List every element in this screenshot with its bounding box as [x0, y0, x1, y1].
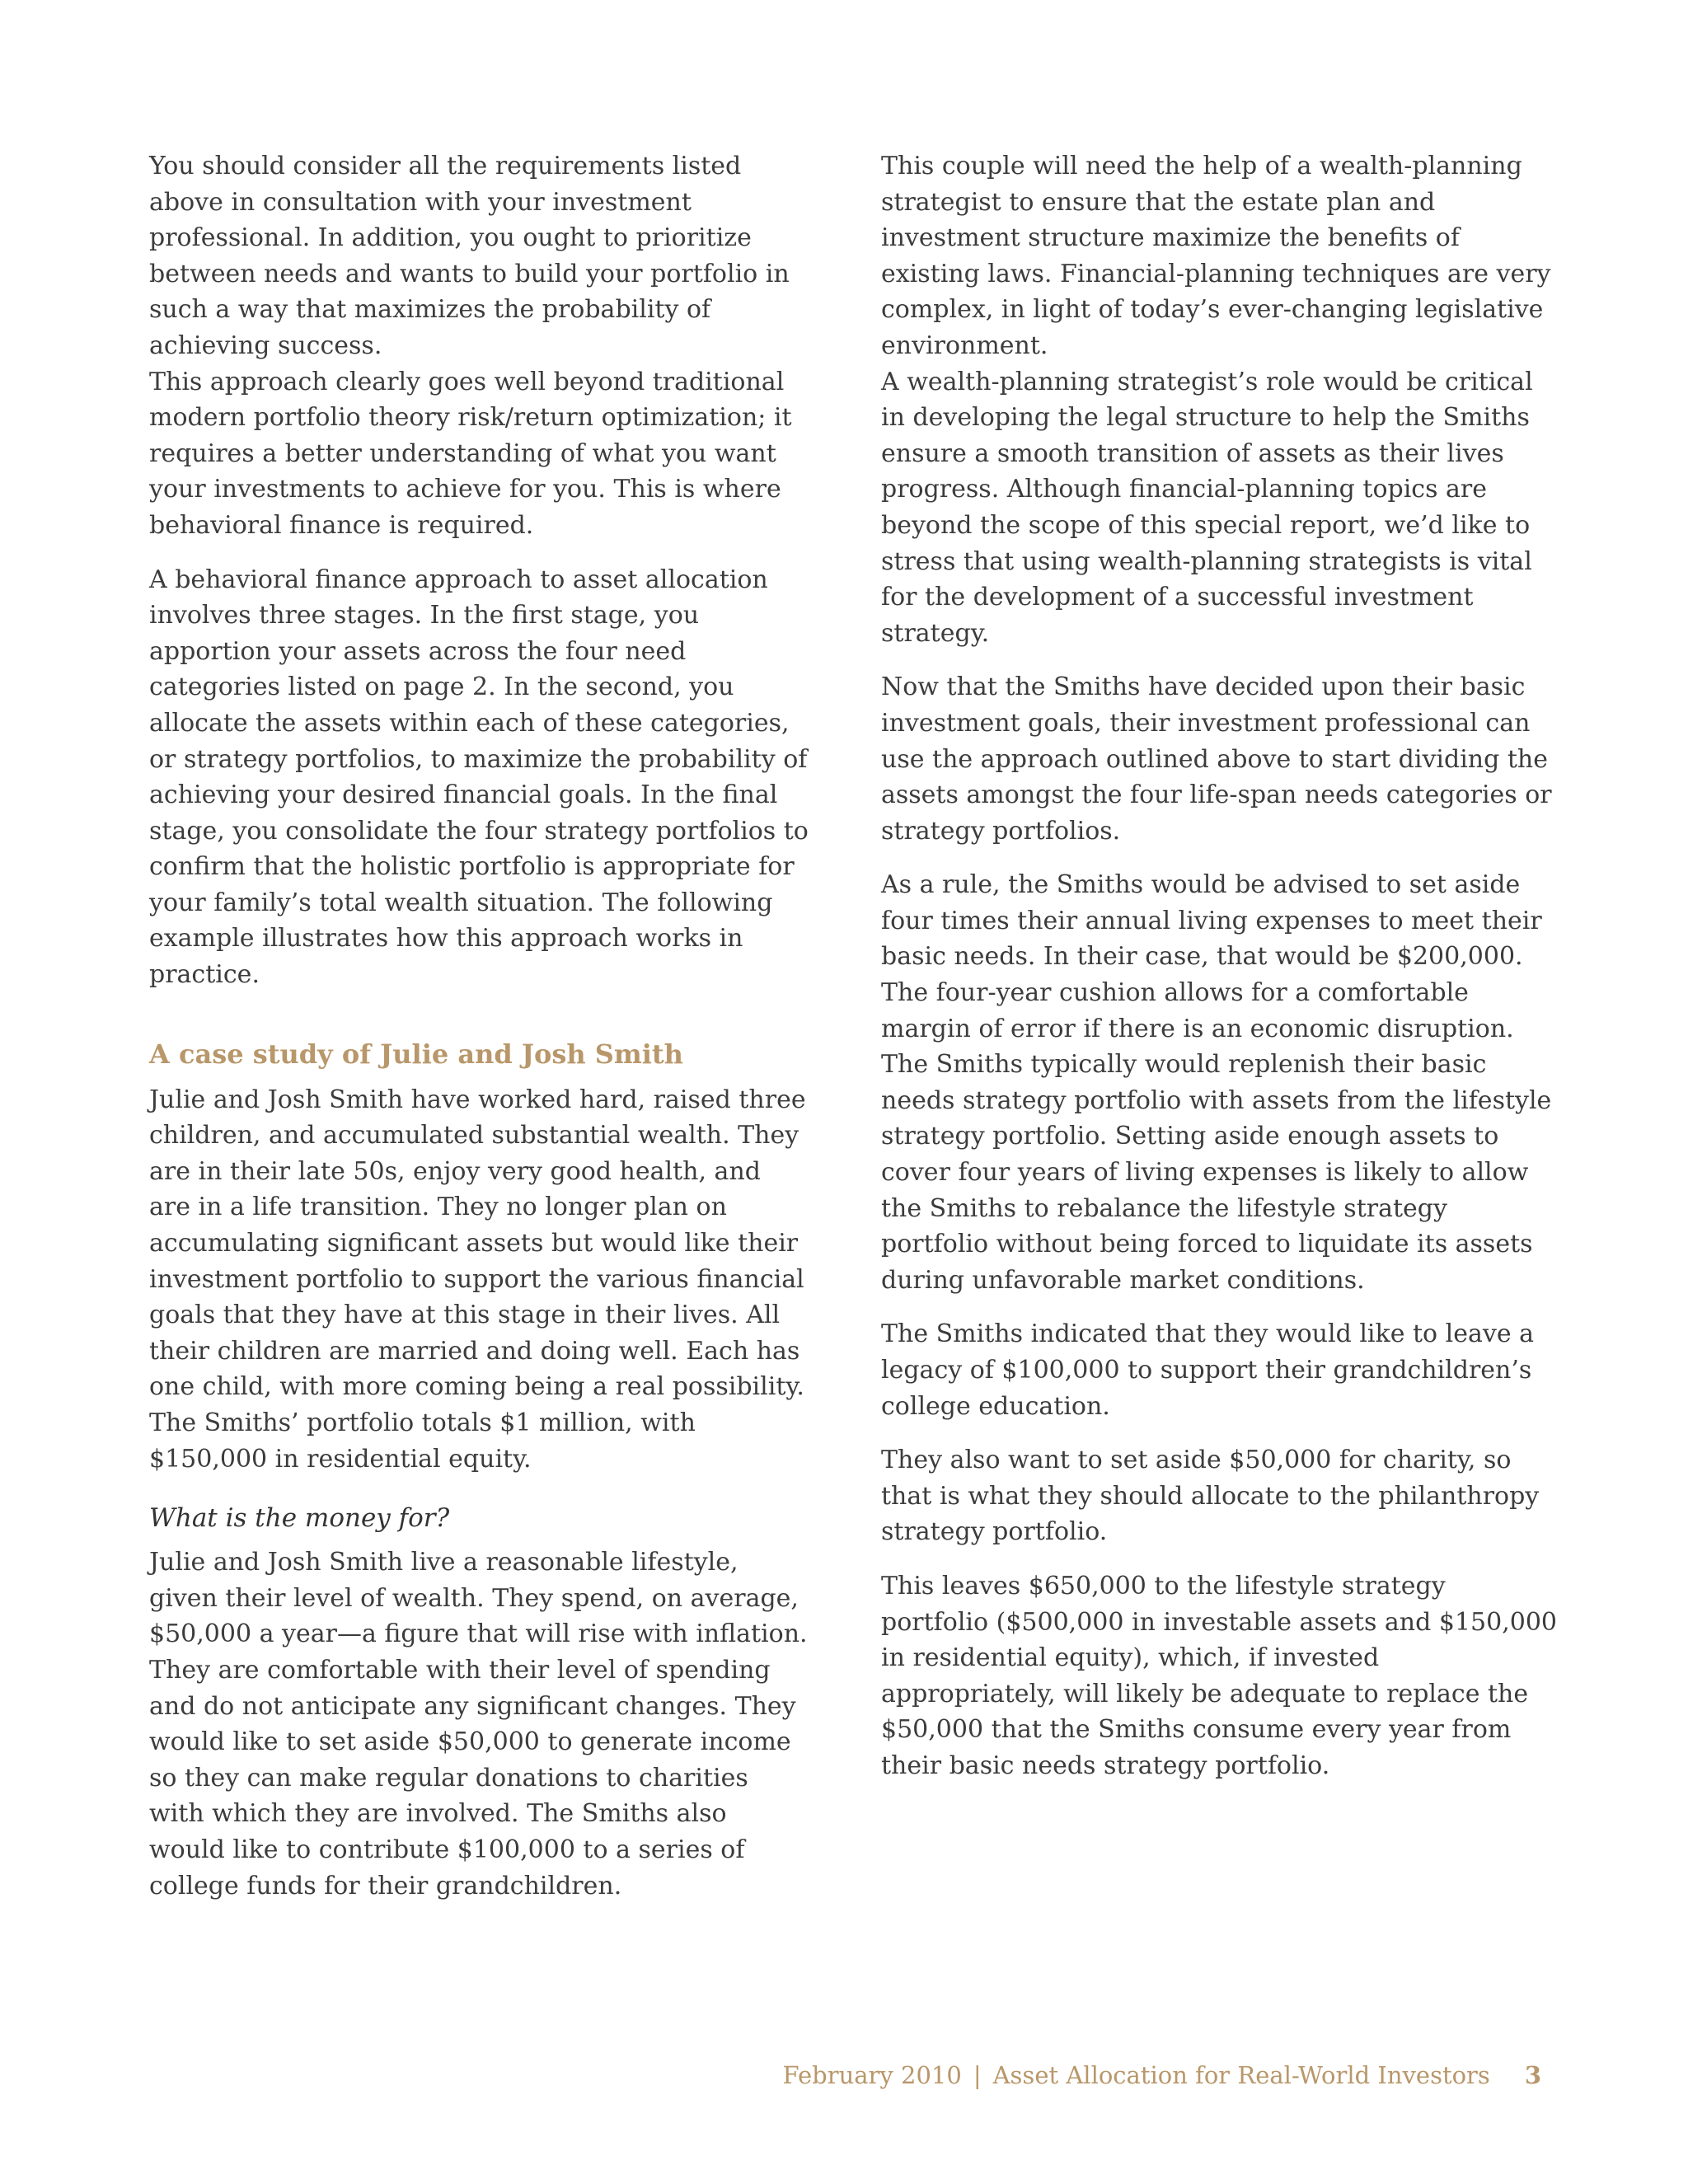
paragraph-legacy: The Smiths indicated that they would like to leave a legacy of $100,000 to support their grandchildren’s college education.	[881, 1319, 1535, 1421]
paragraph-three-stages: A behavioral finance approach to asset allocation involves three stages. In the first stage, you apportion your assets across the four need categories listed on page 2. In the second, you allocate the assets within each of these categories, or strategy portfolios, to maximize the probability of achieving your desired financial goals. In the final stage, you consolidate the four strategy portfolios to confirm that the holistic portfolio is appropriate for your family’s total wealth situation. The following example illustrates how this approach works in practice.	[149, 565, 809, 990]
right-column	[881, 148, 1557, 1802]
left-column	[149, 148, 809, 1922]
paragraph-investment-goals: Now that the Smiths have decided upon their basic investment goals, their investment professional can use the approach outlined above to start dividing the assets amongst the four life-span needs categories or strategy portfolios.	[881, 673, 1552, 846]
page-footer	[742, 2059, 1541, 2092]
paragraph-charity: They also want to set aside $50,000 for charity, so that is what they should allocate to the philanthropy strategy portfolio.	[881, 1446, 1540, 1547]
paragraph-wealth-planning-strategist: This couple will need the help of a wealth-planning strategist to ensure that the estate plan and investment structure maximize the benefits of existing laws. Financial-planning techniques are very complex, in light of today’s ever-changing legislative environment.	[881, 152, 1551, 360]
paragraph-strategist-role: A wealth-planning strategist’s role would be critical in developing the legal structure to help the Smiths ensure a smooth transition of assets as their lives progress. Although financial-planning topics are beyond the scope of this special report, we’d like to stress that using wealth-planning strategists is vital for the development of a successful investment strategy.	[881, 367, 1533, 648]
footer-separator: |	[973, 2061, 982, 2089]
paragraph-smiths-lifestyle: Julie and Josh Smith live a reasonable lifestyle, given their level of wealth. They spend, on average, $50,000 a year—a figure that will rise with inflation. They are comfortable with their level of spending and do not anticipate any significant changes. They would like to set aside $50,000 to generate income so they can make regular donations to charities with which they are involved. The Smiths also would like to contribute $100,000 to a series of college funds for their grandchildren.	[149, 1548, 808, 1900]
paragraph-basic-needs: As a rule, the Smiths would be advised to set aside four times their annual living expenses to meet their basic needs. In their case, that would be $200,000. The four-year cushion allows for a comfortable margin of error if there is an economic disruption. The Smiths typically would replenish their basic needs strategy portfolio with assets from the lifestyle strategy portfolio. Setting aside enough assets to cover four years of living expenses is likely to allow the Smiths to rebalance the lifestyle strategy portfolio without being forced to liquidate its assets during unfavorable market conditions.	[881, 870, 1552, 1295]
money-for-subheading: What is the money for?	[149, 1503, 450, 1534]
page-number: 3	[1524, 2061, 1541, 2089]
paragraph-lifestyle-portfolio: This leaves $650,000 to the lifestyle strategy portfolio ($500,000 in investable assets and $150,000 in residential equity), which, if invested appropriately, will likely be adequate to replace the $50,000 that the Smiths consume every year from their basic needs strategy portfolio.	[881, 1571, 1558, 1780]
footer-title: Asset Allocation for Real-World Investors	[992, 2061, 1490, 2089]
paragraph-consider-requirements: You should consider all the requirements listed above in consultation with your investment professional. In addition, you ought to prioritize between needs and wants to build your portfolio in such a way that maximizes the probability of achieving success.	[149, 152, 790, 360]
case-study-heading: A case study of Julie and Josh Smith	[149, 1038, 683, 1070]
footer-date: February 2010	[782, 2061, 962, 2089]
paragraph-behavioral-finance-required: This approach clearly goes well beyond traditional modern portfolio theory risk/return optimization; it requires a better understanding of what you want your investments to achieve for you. This is where behavioral finance is required.	[149, 367, 792, 540]
paragraph-smiths-background: Julie and Josh Smith have worked hard, raised three children, and accumulated substantial wealth. They are in their late 50s, enjoy very good health, and are in a life transition. They no longer plan on accumulating significant assets but would like their investment portfolio to support the various financial goals that they have at this stage in their lives. All their children are married and doing well. Each has one child, with more coming being a real possibility. The Smiths’ portfolio totals $1 million, with $150,000 in residential equity.	[149, 1085, 806, 1474]
